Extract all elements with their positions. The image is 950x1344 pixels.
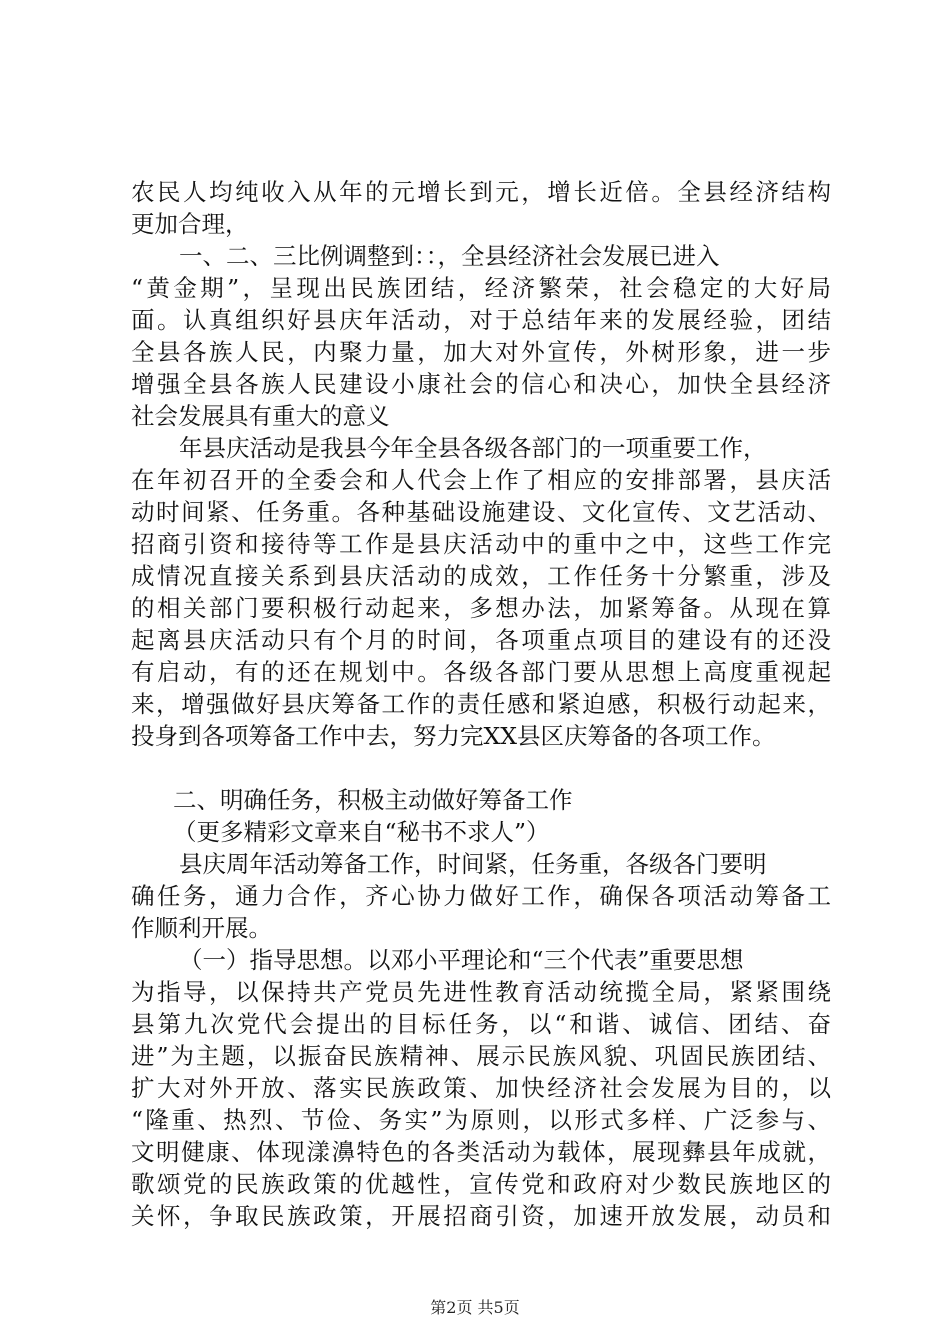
text-line: 在年初召开的全委会和人代会上作了相应的安排部署，县庆活 bbox=[131, 466, 831, 494]
text-line: 县第九次党代会提出的目标任务，以“和谐、诚信、团结、奋 bbox=[131, 1010, 831, 1038]
document-body bbox=[131, 176, 831, 1232]
text-line: 进”为主题，以振奋民族精神、展示民族风貌、巩固民族团结、 bbox=[131, 1042, 831, 1070]
text-line: 歌颂党的民族政策的优越性，宣传党和政府对少数民族地区的 bbox=[131, 1170, 831, 1198]
text-line: 动时间紧、任务重。各种基础设施建设、文化宣传、文艺活动、 bbox=[131, 498, 831, 526]
text-line: 全县各族人民，内聚力量，加大对外宣传，外树形象，进一步 bbox=[131, 338, 831, 366]
text-line: 的相关部门要积极行动起来，多想办法，加紧筹备。从现在算 bbox=[131, 594, 831, 622]
text-line: （更多精彩文章来自“秘书不求人”） bbox=[173, 818, 550, 846]
text-line: （一）指导思想。以邓小平理论和“三个代表”重要思想 bbox=[179, 946, 744, 974]
text-line: 农民人均纯收入从年的元增长到元，增长近倍。全县经济结构 bbox=[131, 178, 831, 206]
text-line: 投身到各项筹备工作中去，努力完XX县区庆筹备的各项工作。 bbox=[131, 722, 776, 750]
text-line: 为指导，以保持共产党员先进性教育活动统揽全局，紧紧围绕 bbox=[131, 978, 831, 1006]
text-line: 年县庆活动是我县今年全县各级各部门的一项重要工作， bbox=[179, 434, 767, 462]
text-line: 增强全县各族人民建设小康社会的信心和决心，加快全县经济 bbox=[131, 370, 831, 398]
page-number: 第2页 共5页 bbox=[430, 1298, 520, 1317]
text-line: 招商引资和接待等工作是县庆活动中的重中之中，这些工作完 bbox=[131, 530, 831, 558]
text-line: “黄金期”，呈现出民族团结，经济繁荣，社会稳定的大好局 bbox=[131, 274, 831, 302]
text-line: 文明健康、体现漾濞特色的各类活动为载体，展现彝县年成就， bbox=[131, 1138, 831, 1166]
text-line: 确任务，通力合作，齐心协力做好工作，确保各项活动筹备工 bbox=[131, 882, 831, 910]
text-line: 更加合理， bbox=[131, 210, 249, 238]
text-line: 一、二、三比例调整到：：，全县经济社会发展已进入 bbox=[179, 242, 720, 270]
text-line: 扩大对外开放、落实民族政策、加快经济社会发展为目的，以 bbox=[131, 1074, 831, 1102]
text-line: 成情况直接关系到县庆活动的成效，工作任务十分繁重，涉及 bbox=[131, 562, 831, 590]
text-line: 关怀，争取民族政策，开展招商引资，加速开放发展，动员和 bbox=[131, 1202, 831, 1230]
text-line: 面。认真组织好县庆年活动，对于总结年来的发展经验，团结 bbox=[131, 306, 831, 334]
blank-line bbox=[131, 752, 831, 784]
text-line: 作顺利开展。 bbox=[131, 914, 272, 942]
text-line: 起离县庆活动只有个月的时间，各项重点项目的建设有的还没 bbox=[131, 626, 831, 654]
text-line: “隆重、热烈、节俭、务实”为原则，以形式多样、广泛参与、 bbox=[131, 1106, 831, 1134]
text-line: 县庆周年活动筹备工作，时间紧，任务重，各级各门要明 bbox=[179, 850, 767, 878]
text-line: 社会发展具有重大的意义 bbox=[131, 402, 390, 430]
text-line: 来，增强做好县庆筹备工作的责任感和紧迫感，积极行动起来， bbox=[131, 690, 831, 718]
text-line: 有启动，有的还在规划中。各级各部门要从思想上高度重视起 bbox=[131, 658, 831, 686]
text-line: 二、明确任务，积极主动做好筹备工作 bbox=[173, 786, 573, 814]
